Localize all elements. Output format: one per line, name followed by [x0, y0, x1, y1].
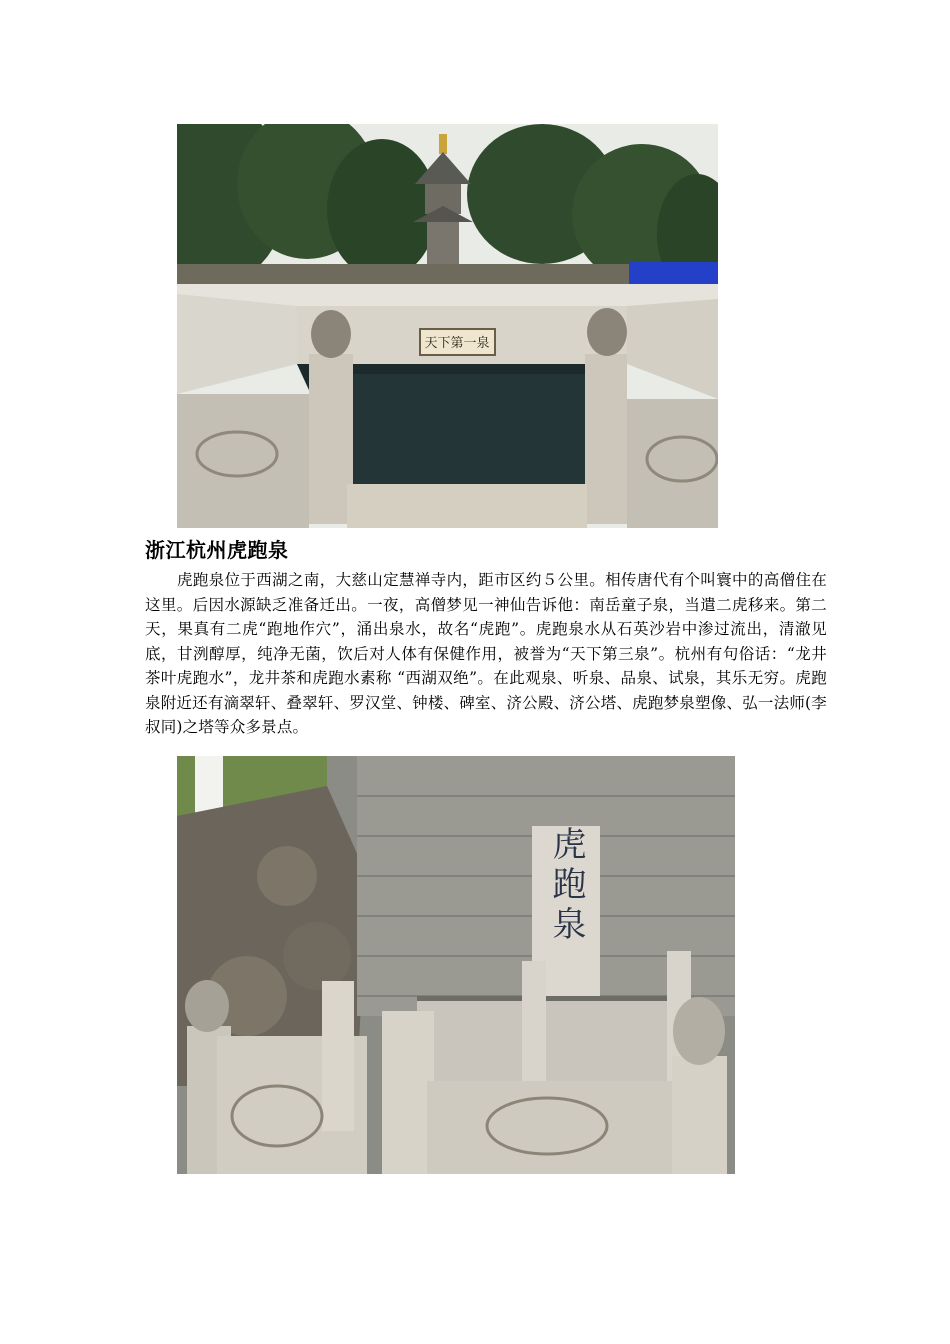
page-title: 浙江杭州虎跑泉 — [145, 538, 289, 562]
tiger-spring-stele-photo — [177, 756, 735, 1174]
description-paragraph: 虎跑泉位于西湖之南，大慈山定慧禅寺内，距市区约５公里。相传唐代有个叫寰中的高僧住在这里。后因水源缺乏准备迁出。一夜，高僧梦见一神仙告诉他：南岳童子泉，当遣二虎移来。第二天，果真有二虎“跑地作穴”，涌出泉水，故名“虎跑”。虎跑泉水从石英沙岩中渗过流出，清澈见底，甘洌醇厚，纯净无菌，饮后对人体有保健作用，被誉为“天下第三泉”。杭州有句俗话：“龙井茶叶虎跑水”，龙井茶和虎跑水素称 “西湖双绝”。在此观泉、听泉、品泉、试泉，其乐无穷。虎跑泉附近还有滴翠轩、叠翠轩、罗汉堂、钟楼、碑室、济公殿、济公塔、虎跑梦泉塑像、弘一法师(李叔同)之塔等众多景点。 — [145, 571, 827, 736]
stele-illustration — [177, 756, 735, 1174]
plaque-text: 天下第一泉 — [424, 336, 490, 351]
tiger-spring-pool-photo — [177, 124, 718, 528]
pool-illustration — [177, 124, 718, 528]
stele-inscription: 虎跑泉 — [546, 826, 586, 946]
